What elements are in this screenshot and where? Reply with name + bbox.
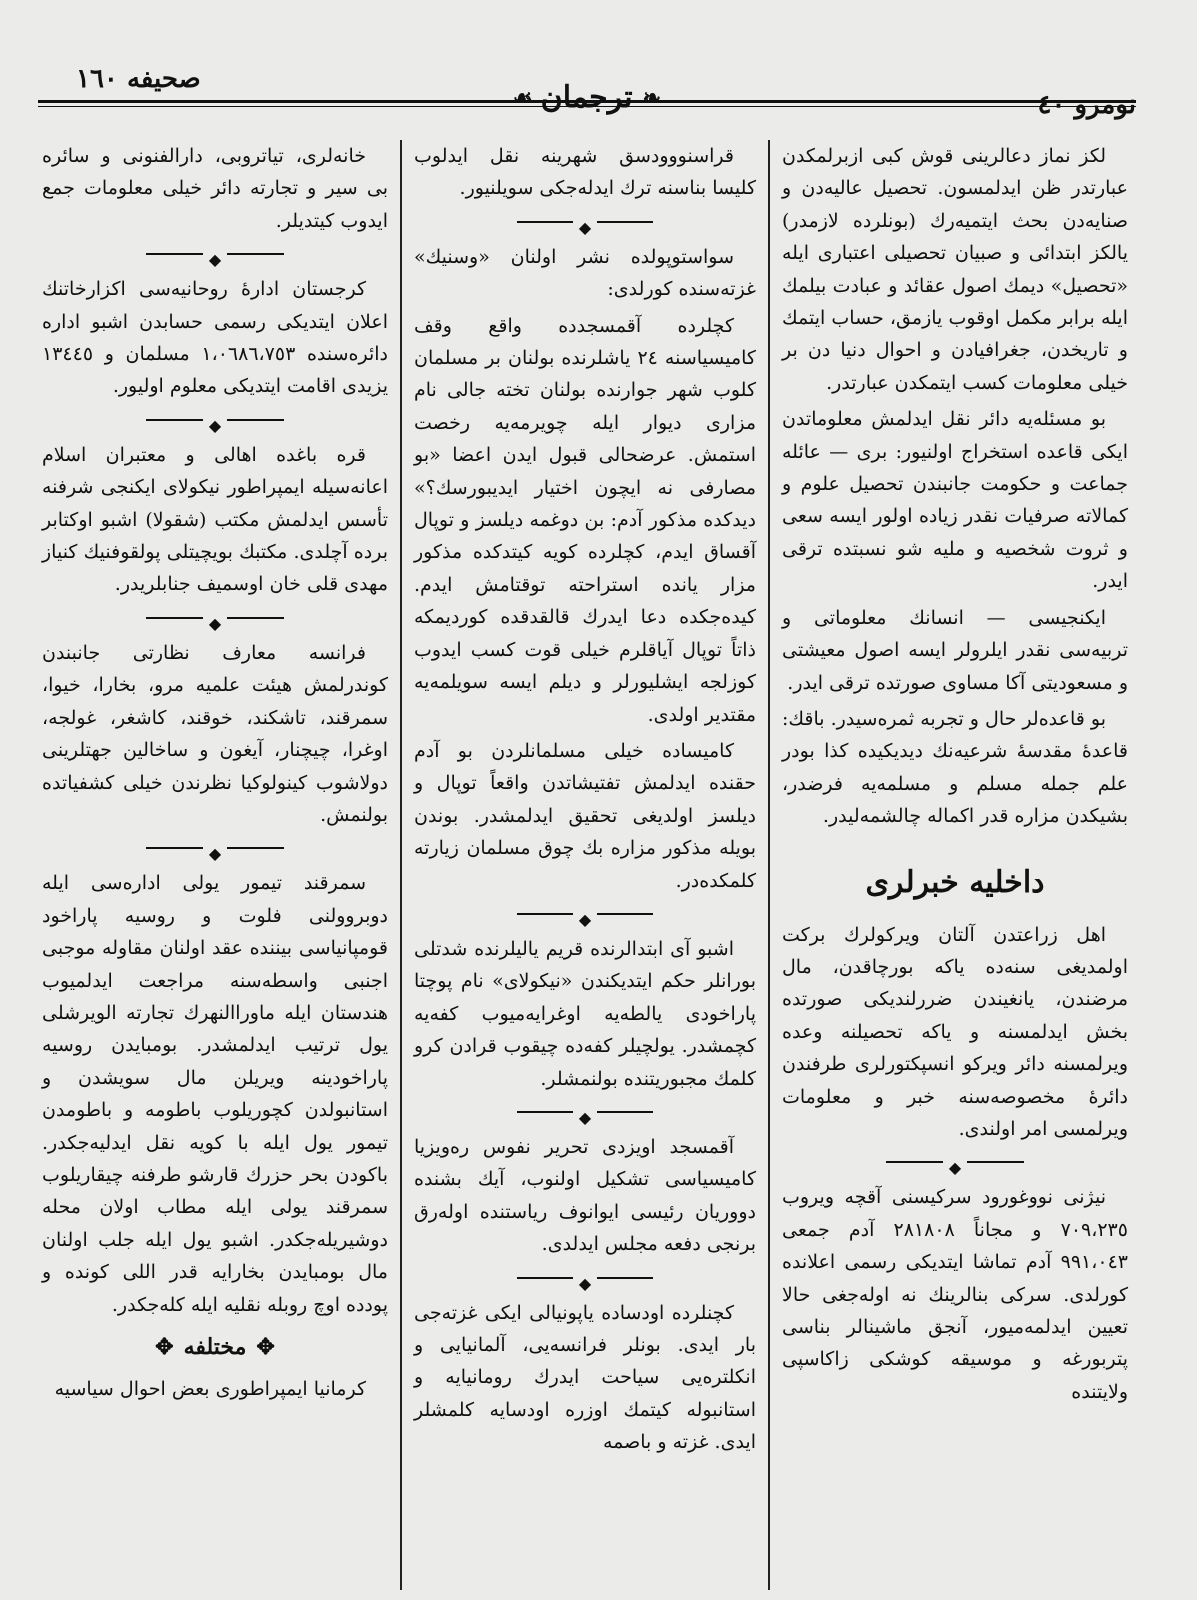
paragraph: سمرقند تيمور يولى اداره‌سى ايله دوبروولنى فلوت و روسيه پاراخود قومپانياسى بيننده عقد اولنان مقاوله موجبى اجنبى واسطه‌سنه مراجعت ايدلميوب هندستان ايله ماوراالنهرك تجارته الويرشلى يول ترتيب ايدلمشدر. بومبايدن روسيه پاراخودينه ويريلن مال سويشدن و استانبولدن كچوريلوب باطومه و باطومدن تيمور يول ايله با كويه نقل ايدليه‌جكدر. باكودن بحر حزرك قارشو طرفنه چيقاريلوب سمرقند يولى ايله مطاب اولان محله دوشيريله‌جكدر. اشبو يول ايله جلب اولنان مال بومبايدن بخارايه قدر اللى كونده و پودده اوچ روبله نقليه ايله كله‌جكدر. (42, 872, 388, 1316)
paragraph: خانه‌لرى، تياتروبى، دارالفنونى و سائره بى سير و تجارته دائر خيلى معلومات جمع ايدوب كيتديلر. (42, 145, 388, 232)
diamond-icon: ◆ (203, 614, 227, 633)
ornament-icon: ✥ (155, 1334, 174, 1360)
diamond-icon: ◆ (573, 1274, 597, 1293)
ornament-icon: ☙ (512, 84, 531, 111)
header-rule (38, 100, 1136, 103)
paragraph: اشبو آى ابتدالرنده قريم ياليلرنده شدتلى بورانلر حكم ايتديكندن «نيكولاى» نام پوچتا پاراخودى يالطه‌يه اوغرايه‌ميوب كفه‌يه كچمشدر. يولچيلر كفه‌ده چيقوب قرادن كرو كلمك مجبوريتنده بولنمشلر. (414, 937, 756, 1090)
header-rule-thin (38, 106, 1136, 107)
title-text: ترجمان (540, 80, 633, 115)
paragraph: كچلرده آقمسجدده واقع وقف كاميسياسنه ٢٤ ياشلرنده بولنان بر مسلمان كلوب شهر جوارنده بولنان تخته جالى نام مزارى ديوار ايله چويرمه‌يه رخصت استمش. عرضحالى قبول ايدن اعضا «بو مصارفى نه ايچون اختيار ايديبورسك؟» ديدكده مذكور آدم: بن دوغمه ديلسز و توپال آقساق ايدم، كچلرده كويه كيتدكده مذكور مزار يانده استراحته توقتامش ايدم. كيده‌جكده دعا ايدرك قالقدقده كورديمكه ذاتاً توپال آياقلرم خيلى قوت كسب ايدوب كوزلجه ايشليورلر و ديلم ايسه سويلمه‌يه مقتدير اولدى. (414, 314, 756, 726)
paragraph: كچنلرده اودساده ياپونيالى ايكى غزته‌جى بار ايدى. بونلر فرانسه‌يى، آلمانيايى و انكلتره‌يى سياحت ايدرك رومانيايه و استانبوله كيتمك اوزره اودسايه كلمشلر ايدى. غزته و باصمه (414, 1301, 756, 1454)
paragraph: كرمانيا ايمپراطورى بعض احوال سياسيه (54, 1378, 366, 1401)
paragraph: اهل زراعتدن آلتان ويركولرك بركت اولمديغى سنه‌ده ياكه بورچاقدن، مال مرضندن، يانغيندن ضررلنديكى صورتده بخش ايدلمسنه و ياكه تحصيلنه وعده ويرلمسنه دائر ويركو انسپكتورلرى طرفندن دائرهٔ مخصوصه‌سنه خبر و معلومات ويرلمسى امر اولندى. (782, 923, 1128, 1140)
paragraph: آقمسجد اويزدى تحرير نفوس ره‌ويزيا كاميسياسى تشكيل اولنوب، آيك بشنده دووريان رئيسى ايوانوف رياستنده اوله‌رق برنجى دفعه مجلس ايدلدى. (414, 1135, 756, 1256)
separator-ornament (414, 211, 756, 237)
section-heading (42, 1331, 388, 1363)
diamond-icon: ◆ (943, 1158, 967, 1177)
separator-ornament (414, 1267, 756, 1293)
paragraph: بو قاعده‌لر حال و تجربه ثمره‌سيدر. باقك: قاعدهٔ مقدسهٔ شرعيه‌نك ديديكيده كذا بودر علم جمله مسلم و مسلمه‌يه فرضدر، بشيكدن مزاره قدر اكماله چالشمه‌ليدر. (782, 707, 1128, 828)
separator-ornament (42, 243, 388, 270)
paragraph: قره باغده اهالى و معتبران اسلام اعانه‌سيله ايمپراطور نيكولاى ايكنجى شرفنه تأسس ايدلمش مكتب (شقولا) اشبو اوكتابر برده آچلدى. مكتبك بويچيتلى پولقوفنيك كنياز مهدى قلى خان اوسميف جنابلريدر. (42, 443, 388, 596)
section-heading: داخليه خبرلرى (865, 864, 1045, 900)
diamond-icon: ◆ (203, 844, 227, 863)
paragraph: كاميساده خيلى مسلمانلردن بو آدم حقنده ايدلمش تفتيشاتدن واقعاً توپال و ديلسز اولديغى تحقيق ايدلمشدر. بوندن بويله مذكور مزاره بك چوق مسلمان زيارته كلمكده‌در. (414, 739, 756, 892)
diamond-icon: ◆ (573, 910, 597, 929)
page-number: صحيفه ١٦٠ (76, 64, 201, 94)
paragraph: ايكنجيسى — انسانك معلوماتى و تربيه‌سى نقدر ايلرولر ايسه اصول معيشتى و مسعوديتى آكا مساوى صورتده ترقى ايدر. (782, 606, 1128, 694)
issue-number: نومرو ٤٠ (1037, 90, 1136, 120)
column-middle (400, 140, 770, 1590)
paragraph: كرجستان ادارهٔ روحانيه‌سى اكزارخاتنك اعلان ايتديكى رسمى حسابدن اشبو اداره دائره‌سنده ١،٠٦٨٦،٧٥٣ مسلمان و ١٣٤٤٥ يزيدى اقامت ايتديكى معلوم اوليور. (42, 278, 389, 398)
diamond-icon: ◆ (573, 1108, 597, 1127)
diamond-icon: ◆ (573, 218, 597, 237)
separator-ornament (42, 607, 388, 633)
paragraph: بو مسئله‌يه دائر نقل ايدلمش معلوماتدن ايكى قاعده استخراج اولنيور: برى — عائله جماعت و حكومت جانبندن تحصيل علوم و كمالاته صرفيات نقدر زياده اولور ايسه سعى و ثروت شخصيه و مليه شو نسبتده ترقى ايدر. (782, 408, 1128, 593)
separator-ornament (42, 409, 388, 435)
separator-ornament (42, 837, 388, 864)
ornament-icon: ❧ (642, 84, 660, 111)
ornament-icon: ✥ (256, 1334, 275, 1360)
separator-ornament (414, 1101, 756, 1127)
paragraph: نيژنى نووغورود سركيسنى آقچه ويروب ٧٠٩،٢٣٥ و مجاناً ٢٨١٨٠٨ آدم جمعى ٩٩١،٠٤٣ آدم تماشا ايتديكى رسمى اعلانده كورلدى. سركى بنالرينك نه اوله‌جغى حالا تعيين ايدلمه‌ميور، آنجق ماشينالر بناسى پتربورغه و موسيقه كوشكى زاكاسپى ولايتنده (782, 1186, 1128, 1403)
paragraph: فرانسه معارف نظارتى جانبندن كوندرلمش هيئت علميه مرو، بخارا، خيوا، سمرقند، تاشكند، خوقند، كاشغر، غولجه، اوغرا، چيچنار، آيغون و ساخالين جهتلرينى دولاشوب كينولوكيا نظرندن خيلى كشفياتده بولنمش. (42, 641, 388, 826)
section-heading-text: مختلفه (183, 1334, 247, 1360)
paragraph: سواستوپولده نشر اولنان «وسنيك» غزته‌سنده كورلدى: (414, 245, 756, 301)
column-left (30, 140, 400, 1590)
text-columns (28, 140, 1140, 1590)
column-right (770, 140, 1140, 1590)
separator-ornament (414, 903, 756, 929)
diamond-icon: ◆ (203, 416, 227, 435)
paragraph: قراسنووودسق شهرينه نقل ايدلوب كليسا بناسنه ترك ايدله‌جكى سويلنيور. (414, 145, 756, 200)
diamond-icon: ◆ (203, 250, 227, 269)
separator-ornament (782, 1151, 1128, 1178)
paragraph: لكز نماز دعالرينى قوش كبى ازبرلمكدن عبارتدر ظن ايدلمسون. تحصيل عاليه‌دن و صنايه‌دن بحث ايتميه‌رك (بونلرده لازمدر) يالكز ابتدائى و صبيان تحصيلى اعتبارى ايله «تحصيل» ديمك اصول عقائد و عبادت بيلمك ايله برابر مكمل اوقوب يازمق، حساب ايتمك و تاريخدن، جغرافيادن و احوال دنيا دن بر خيلى معلومات كسب ايتمكدن عبارتدر. (782, 145, 1128, 394)
newspaper-title (513, 80, 659, 115)
